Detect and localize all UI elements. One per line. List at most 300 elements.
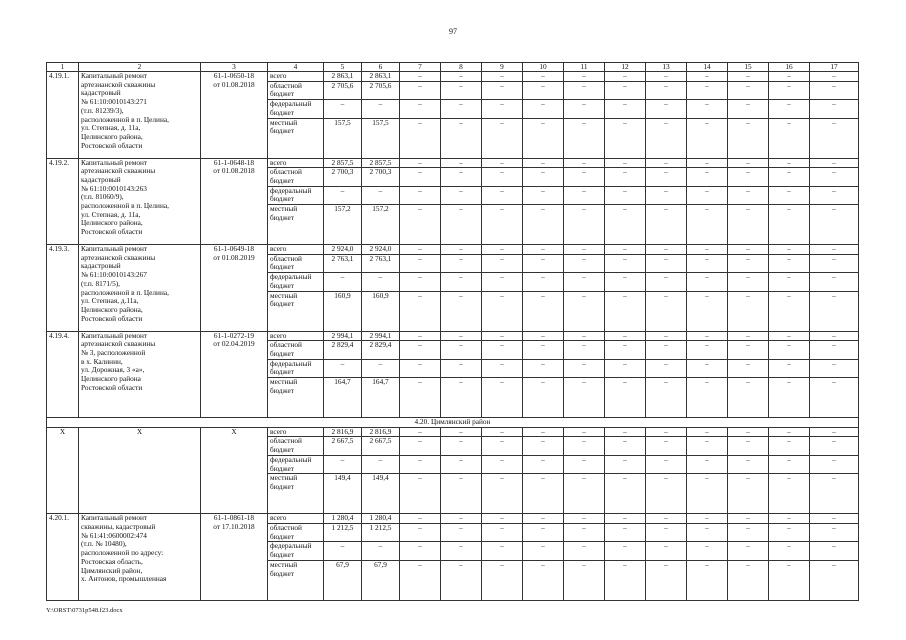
item-name: Капитальный ремонт артезианской скважины № 3, расположенной в х. Калинин, ул. Дорожная, 3 «а», Целинского района Ростовской области bbox=[79, 331, 201, 418]
value-col6: 2 863,1 bbox=[362, 72, 400, 82]
dash-cell: – bbox=[482, 72, 523, 82]
dash-cell: – bbox=[523, 514, 564, 524]
dash-cell: – bbox=[687, 245, 728, 255]
dash-cell: – bbox=[523, 378, 564, 418]
dash-cell: – bbox=[728, 341, 769, 359]
dash-cell: – bbox=[523, 245, 564, 255]
page-number: 97 bbox=[449, 27, 457, 36]
dash-cell: – bbox=[646, 72, 687, 82]
dash-cell: – bbox=[564, 542, 605, 560]
dash-cell: – bbox=[728, 168, 769, 186]
value-col6: 2 763,1 bbox=[362, 254, 400, 272]
item-number: 4.19.4. bbox=[47, 331, 79, 418]
dash-cell: – bbox=[769, 437, 810, 455]
dash-cell: – bbox=[482, 542, 523, 560]
dash-cell: – bbox=[728, 455, 769, 473]
dash-cell: – bbox=[810, 118, 859, 158]
item-number: 4.20.1. bbox=[47, 514, 79, 601]
dash-cell: – bbox=[646, 378, 687, 418]
dash-cell: – bbox=[728, 474, 769, 514]
header-cell: 7 bbox=[400, 63, 441, 72]
header-row bbox=[47, 63, 859, 72]
header-cell: 2 bbox=[79, 63, 201, 72]
dash-cell: – bbox=[810, 427, 859, 437]
dash-cell: – bbox=[523, 72, 564, 82]
dash-cell: – bbox=[646, 560, 687, 600]
dash-cell: – bbox=[605, 560, 646, 600]
budget-label: федеральный бюджет bbox=[268, 359, 324, 377]
dash-cell: – bbox=[400, 158, 441, 168]
dash-cell: – bbox=[728, 542, 769, 560]
dash-cell: – bbox=[482, 474, 523, 514]
value-col5: – bbox=[324, 186, 362, 204]
dash-cell: – bbox=[441, 158, 482, 168]
budget-label: федеральный бюджет bbox=[268, 186, 324, 204]
dash-cell: – bbox=[810, 186, 859, 204]
dash-cell: – bbox=[482, 359, 523, 377]
dash-cell: – bbox=[605, 81, 646, 99]
dash-cell: – bbox=[810, 474, 859, 514]
dash-cell: – bbox=[728, 378, 769, 418]
dash-cell: – bbox=[810, 205, 859, 245]
value-col5: 149,4 bbox=[324, 474, 362, 514]
dash-cell: – bbox=[646, 291, 687, 331]
dash-cell: – bbox=[400, 168, 441, 186]
dash-cell: – bbox=[605, 291, 646, 331]
dash-cell: – bbox=[482, 514, 523, 524]
dash-cell: – bbox=[564, 523, 605, 541]
dash-cell: – bbox=[564, 72, 605, 82]
dash-cell: – bbox=[482, 158, 523, 168]
value-col5: 157,2 bbox=[324, 205, 362, 245]
dash-cell: – bbox=[482, 291, 523, 331]
header-cell: 17 bbox=[810, 63, 859, 72]
dash-cell: – bbox=[810, 273, 859, 291]
dash-cell: – bbox=[810, 331, 859, 341]
dash-cell: – bbox=[810, 437, 859, 455]
value-col5: 2 667,5 bbox=[324, 437, 362, 455]
budget-label: всего bbox=[268, 514, 324, 524]
dash-cell: – bbox=[687, 72, 728, 82]
dash-cell: – bbox=[523, 560, 564, 600]
dash-cell: – bbox=[482, 378, 523, 418]
budget-label: местный бюджет bbox=[268, 474, 324, 514]
value-col6: – bbox=[362, 359, 400, 377]
dash-cell: – bbox=[523, 474, 564, 514]
dash-cell: – bbox=[523, 523, 564, 541]
dash-cell: – bbox=[769, 205, 810, 245]
dash-cell: – bbox=[523, 118, 564, 158]
dash-cell: – bbox=[687, 118, 728, 158]
header-cell: 11 bbox=[564, 63, 605, 72]
dash-cell: – bbox=[482, 331, 523, 341]
dash-cell: – bbox=[441, 81, 482, 99]
dash-cell: – bbox=[400, 560, 441, 600]
dash-cell: – bbox=[400, 437, 441, 455]
value-col5: 160,9 bbox=[324, 291, 362, 331]
value-col6: – bbox=[362, 186, 400, 204]
dash-cell: – bbox=[564, 359, 605, 377]
dash-cell: – bbox=[810, 254, 859, 272]
header-cell: 10 bbox=[523, 63, 564, 72]
dash-cell: – bbox=[769, 118, 810, 158]
dash-cell: – bbox=[728, 560, 769, 600]
dash-cell: – bbox=[728, 100, 769, 118]
budget-label: областной бюджет bbox=[268, 81, 324, 99]
dash-cell: – bbox=[564, 474, 605, 514]
dash-cell: – bbox=[728, 437, 769, 455]
dash-cell: – bbox=[400, 273, 441, 291]
dash-cell: – bbox=[646, 273, 687, 291]
dash-cell: – bbox=[605, 72, 646, 82]
section-title: 4.20. Цимлянский район bbox=[47, 418, 859, 428]
dash-cell: – bbox=[400, 291, 441, 331]
budget-label: федеральный бюджет bbox=[268, 273, 324, 291]
header-cell: 14 bbox=[687, 63, 728, 72]
dash-cell: – bbox=[687, 168, 728, 186]
dash-cell: – bbox=[441, 474, 482, 514]
dash-cell: – bbox=[564, 560, 605, 600]
header-cell: 16 bbox=[769, 63, 810, 72]
dash-cell: – bbox=[646, 254, 687, 272]
value-col5: 2 705,6 bbox=[324, 81, 362, 99]
footer-file-path: Y:\ORST\0731p548.f23.docx bbox=[46, 607, 123, 614]
budget-label: федеральный бюджет bbox=[268, 100, 324, 118]
value-col5: 1 280,4 bbox=[324, 514, 362, 524]
dash-cell: – bbox=[605, 427, 646, 437]
dash-cell: – bbox=[564, 186, 605, 204]
dash-cell: – bbox=[482, 100, 523, 118]
value-col6: 160,9 bbox=[362, 291, 400, 331]
dash-cell: – bbox=[523, 542, 564, 560]
dash-cell: – bbox=[564, 455, 605, 473]
dash-cell: – bbox=[810, 523, 859, 541]
dash-cell: – bbox=[605, 359, 646, 377]
value-col5: 164,7 bbox=[324, 378, 362, 418]
dash-cell: – bbox=[687, 455, 728, 473]
dash-cell: – bbox=[564, 378, 605, 418]
header-cell: 5 bbox=[324, 63, 362, 72]
value-col6: 1 212,5 bbox=[362, 523, 400, 541]
item-name: Капитальный ремонт артезианской скважины кадастровый № 61:10:0010143:271 (т.п. 81239/3), расположенной в п. Целина, ул. Степная, д. 11а, Целинского района, Ростовской области bbox=[79, 72, 201, 159]
dash-cell: – bbox=[482, 455, 523, 473]
dash-cell: – bbox=[810, 455, 859, 473]
dash-cell: – bbox=[605, 254, 646, 272]
item-number: 4.19.2. bbox=[47, 158, 79, 245]
dash-cell: – bbox=[523, 186, 564, 204]
dash-cell: – bbox=[687, 341, 728, 359]
dash-cell: – bbox=[728, 273, 769, 291]
dash-cell: – bbox=[687, 560, 728, 600]
dash-cell: – bbox=[687, 359, 728, 377]
dash-cell: – bbox=[646, 158, 687, 168]
dash-cell: – bbox=[687, 273, 728, 291]
dash-cell: – bbox=[646, 437, 687, 455]
dash-cell: – bbox=[564, 437, 605, 455]
item-document: 61-1-0649-18 от 01.08.2019 bbox=[201, 245, 268, 332]
dash-cell: – bbox=[605, 100, 646, 118]
dash-cell: – bbox=[728, 205, 769, 245]
table-row bbox=[47, 158, 859, 168]
dash-cell: – bbox=[646, 186, 687, 204]
dash-cell: – bbox=[728, 523, 769, 541]
dash-cell: – bbox=[810, 72, 859, 82]
budget-label: местный бюджет bbox=[268, 560, 324, 600]
dash-cell: – bbox=[400, 81, 441, 99]
dash-cell: – bbox=[769, 427, 810, 437]
header-cell: 13 bbox=[646, 63, 687, 72]
value-col5: 2 994,1 bbox=[324, 331, 362, 341]
value-col6: 164,7 bbox=[362, 378, 400, 418]
table-row bbox=[47, 427, 859, 437]
dash-cell: – bbox=[482, 437, 523, 455]
dash-cell: – bbox=[769, 542, 810, 560]
dash-cell: – bbox=[646, 455, 687, 473]
dash-cell: – bbox=[523, 168, 564, 186]
item-document: 61-1-0861-18 от 17.10.2018 bbox=[201, 514, 268, 601]
value-col6: – bbox=[362, 455, 400, 473]
dash-cell: – bbox=[646, 359, 687, 377]
value-col6: 157,2 bbox=[362, 205, 400, 245]
dash-cell: – bbox=[687, 523, 728, 541]
dash-cell: – bbox=[728, 158, 769, 168]
dash-cell: – bbox=[482, 560, 523, 600]
value-col6: – bbox=[362, 273, 400, 291]
item-number: Х bbox=[47, 427, 79, 514]
dash-cell: – bbox=[810, 341, 859, 359]
dash-cell: – bbox=[810, 81, 859, 99]
dash-cell: – bbox=[728, 427, 769, 437]
dash-cell: – bbox=[400, 331, 441, 341]
value-col5: 157,5 bbox=[324, 118, 362, 158]
dash-cell: – bbox=[687, 100, 728, 118]
table-row bbox=[47, 72, 859, 82]
item-name: Х bbox=[79, 427, 201, 514]
budget-label: местный бюджет bbox=[268, 378, 324, 418]
dash-cell: – bbox=[482, 81, 523, 99]
dash-cell: – bbox=[564, 245, 605, 255]
dash-cell: – bbox=[687, 474, 728, 514]
dash-cell: – bbox=[605, 245, 646, 255]
dash-cell: – bbox=[687, 186, 728, 204]
header-cell: 1 bbox=[47, 63, 79, 72]
dash-cell: – bbox=[769, 72, 810, 82]
dash-cell: – bbox=[482, 254, 523, 272]
dash-cell: – bbox=[646, 341, 687, 359]
dash-cell: – bbox=[523, 427, 564, 437]
dash-cell: – bbox=[728, 81, 769, 99]
value-col6: 149,4 bbox=[362, 474, 400, 514]
dash-cell: – bbox=[400, 514, 441, 524]
value-col5: 2 829,4 bbox=[324, 341, 362, 359]
dash-cell: – bbox=[441, 168, 482, 186]
dash-cell: – bbox=[687, 205, 728, 245]
dash-cell: – bbox=[769, 341, 810, 359]
value-col5: 2 700,3 bbox=[324, 168, 362, 186]
dash-cell: – bbox=[605, 542, 646, 560]
value-col6: 2 857,5 bbox=[362, 158, 400, 168]
dash-cell: – bbox=[441, 205, 482, 245]
dash-cell: – bbox=[605, 273, 646, 291]
dash-cell: – bbox=[687, 81, 728, 99]
dash-cell: – bbox=[400, 118, 441, 158]
dash-cell: – bbox=[810, 158, 859, 168]
dash-cell: – bbox=[523, 273, 564, 291]
dash-cell: – bbox=[400, 542, 441, 560]
item-document: 61-1-0272-19 от 02.04.2019 bbox=[201, 331, 268, 418]
dash-cell: – bbox=[769, 474, 810, 514]
dash-cell: – bbox=[523, 341, 564, 359]
dash-cell: – bbox=[441, 100, 482, 118]
dash-cell: – bbox=[769, 168, 810, 186]
value-col6: 1 280,4 bbox=[362, 514, 400, 524]
dash-cell: – bbox=[400, 100, 441, 118]
value-col5: 2 857,5 bbox=[324, 158, 362, 168]
budget-label: федеральный бюджет bbox=[268, 455, 324, 473]
dash-cell: – bbox=[400, 341, 441, 359]
dash-cell: – bbox=[482, 523, 523, 541]
dash-cell: – bbox=[441, 331, 482, 341]
budget-label: всего bbox=[268, 427, 324, 437]
dash-cell: – bbox=[769, 273, 810, 291]
dash-cell: – bbox=[564, 291, 605, 331]
dash-cell: – bbox=[605, 378, 646, 418]
dash-cell: – bbox=[441, 542, 482, 560]
dash-cell: – bbox=[564, 205, 605, 245]
dash-cell: – bbox=[523, 254, 564, 272]
dash-cell: – bbox=[810, 100, 859, 118]
dash-cell: – bbox=[605, 158, 646, 168]
budget-label: местный бюджет bbox=[268, 118, 324, 158]
budget-label: областной бюджет bbox=[268, 168, 324, 186]
dash-cell: – bbox=[605, 474, 646, 514]
budget-label: всего bbox=[268, 331, 324, 341]
item-document: 61-1-0648-18 от 01.08.2018 bbox=[201, 158, 268, 245]
dash-cell: – bbox=[482, 341, 523, 359]
value-col6: 2 816,9 bbox=[362, 427, 400, 437]
dash-cell: – bbox=[400, 205, 441, 245]
header-cell: 9 bbox=[482, 63, 523, 72]
dash-cell: – bbox=[769, 514, 810, 524]
dash-cell: – bbox=[441, 427, 482, 437]
dash-cell: – bbox=[769, 378, 810, 418]
dash-cell: – bbox=[564, 427, 605, 437]
dash-cell: – bbox=[441, 341, 482, 359]
dash-cell: – bbox=[400, 378, 441, 418]
dash-cell: – bbox=[564, 158, 605, 168]
dash-cell: – bbox=[523, 291, 564, 331]
dash-cell: – bbox=[564, 254, 605, 272]
value-col6: 67,9 bbox=[362, 560, 400, 600]
dash-cell: – bbox=[687, 331, 728, 341]
dash-cell: – bbox=[441, 291, 482, 331]
value-col6: 2 829,4 bbox=[362, 341, 400, 359]
dash-cell: – bbox=[728, 186, 769, 204]
value-col5: 2 763,1 bbox=[324, 254, 362, 272]
dash-cell: – bbox=[523, 81, 564, 99]
dash-cell: – bbox=[605, 341, 646, 359]
dash-cell: – bbox=[646, 81, 687, 99]
dash-cell: – bbox=[769, 523, 810, 541]
dash-cell: – bbox=[687, 427, 728, 437]
dash-cell: – bbox=[564, 273, 605, 291]
dash-cell: – bbox=[769, 81, 810, 99]
item-document: 61-1-0650-18 от 01.08.2018 bbox=[201, 72, 268, 159]
dash-cell: – bbox=[605, 437, 646, 455]
dash-cell: – bbox=[605, 331, 646, 341]
dash-cell: – bbox=[441, 359, 482, 377]
dash-cell: – bbox=[605, 523, 646, 541]
dash-cell: – bbox=[482, 205, 523, 245]
dash-cell: – bbox=[441, 560, 482, 600]
dash-cell: – bbox=[482, 273, 523, 291]
value-col5: – bbox=[324, 100, 362, 118]
dash-cell: – bbox=[523, 455, 564, 473]
dash-cell: – bbox=[646, 100, 687, 118]
value-col6: 2 667,5 bbox=[362, 437, 400, 455]
dash-cell: – bbox=[728, 72, 769, 82]
dash-cell: – bbox=[523, 100, 564, 118]
dash-cell: – bbox=[687, 437, 728, 455]
dash-cell: – bbox=[564, 168, 605, 186]
dash-cell: – bbox=[728, 514, 769, 524]
dash-cell: – bbox=[441, 118, 482, 158]
dash-cell: – bbox=[523, 437, 564, 455]
header-cell: 4 bbox=[268, 63, 324, 72]
dash-cell: – bbox=[441, 254, 482, 272]
dash-cell: – bbox=[687, 158, 728, 168]
header-cell: 8 bbox=[441, 63, 482, 72]
value-col5: 67,9 bbox=[324, 560, 362, 600]
header-cell: 6 bbox=[362, 63, 400, 72]
item-number: 4.19.3. bbox=[47, 245, 79, 332]
dash-cell: – bbox=[523, 359, 564, 377]
item-name: Капитальный ремонт артезианской скважины кадастровый № 61:10:0010143:263 (т.п. 81060/9), расположенной в п. Целина, ул. Степная, д. 11а, Целинского района, Ростовской области bbox=[79, 158, 201, 245]
dash-cell: – bbox=[769, 245, 810, 255]
dash-cell: – bbox=[400, 245, 441, 255]
dash-cell: – bbox=[646, 331, 687, 341]
dash-cell: – bbox=[728, 291, 769, 331]
dash-cell: – bbox=[400, 427, 441, 437]
budget-label: федеральный бюджет bbox=[268, 542, 324, 560]
dash-cell: – bbox=[810, 291, 859, 331]
budget-label: местный бюджет bbox=[268, 205, 324, 245]
budget-label: областной бюджет bbox=[268, 437, 324, 455]
dash-cell: – bbox=[728, 331, 769, 341]
value-col6: 2 924,0 bbox=[362, 245, 400, 255]
budget-label: всего bbox=[268, 245, 324, 255]
dash-cell: – bbox=[441, 514, 482, 524]
budget-table bbox=[46, 62, 859, 601]
budget-label: областной бюджет bbox=[268, 523, 324, 541]
header-cell: 15 bbox=[728, 63, 769, 72]
dash-cell: – bbox=[769, 186, 810, 204]
item-document: Х bbox=[201, 427, 268, 514]
value-col6: – bbox=[362, 542, 400, 560]
dash-cell: – bbox=[646, 523, 687, 541]
dash-cell: – bbox=[646, 168, 687, 186]
budget-label: всего bbox=[268, 72, 324, 82]
dash-cell: – bbox=[441, 455, 482, 473]
dash-cell: – bbox=[728, 118, 769, 158]
value-col6: 2 700,3 bbox=[362, 168, 400, 186]
value-col6: 2 994,1 bbox=[362, 331, 400, 341]
value-col5: 2 924,0 bbox=[324, 245, 362, 255]
item-name: Капитальный ремонт артезианской скважины кадастровый № 61:10:0010143:267 (т.п. 8171/5), расположенной в п. Целина, ул. Степная, д.11а, Целинского района, Ростовской области bbox=[79, 245, 201, 332]
dash-cell: – bbox=[687, 378, 728, 418]
table-row bbox=[47, 245, 859, 255]
dash-cell: – bbox=[646, 205, 687, 245]
